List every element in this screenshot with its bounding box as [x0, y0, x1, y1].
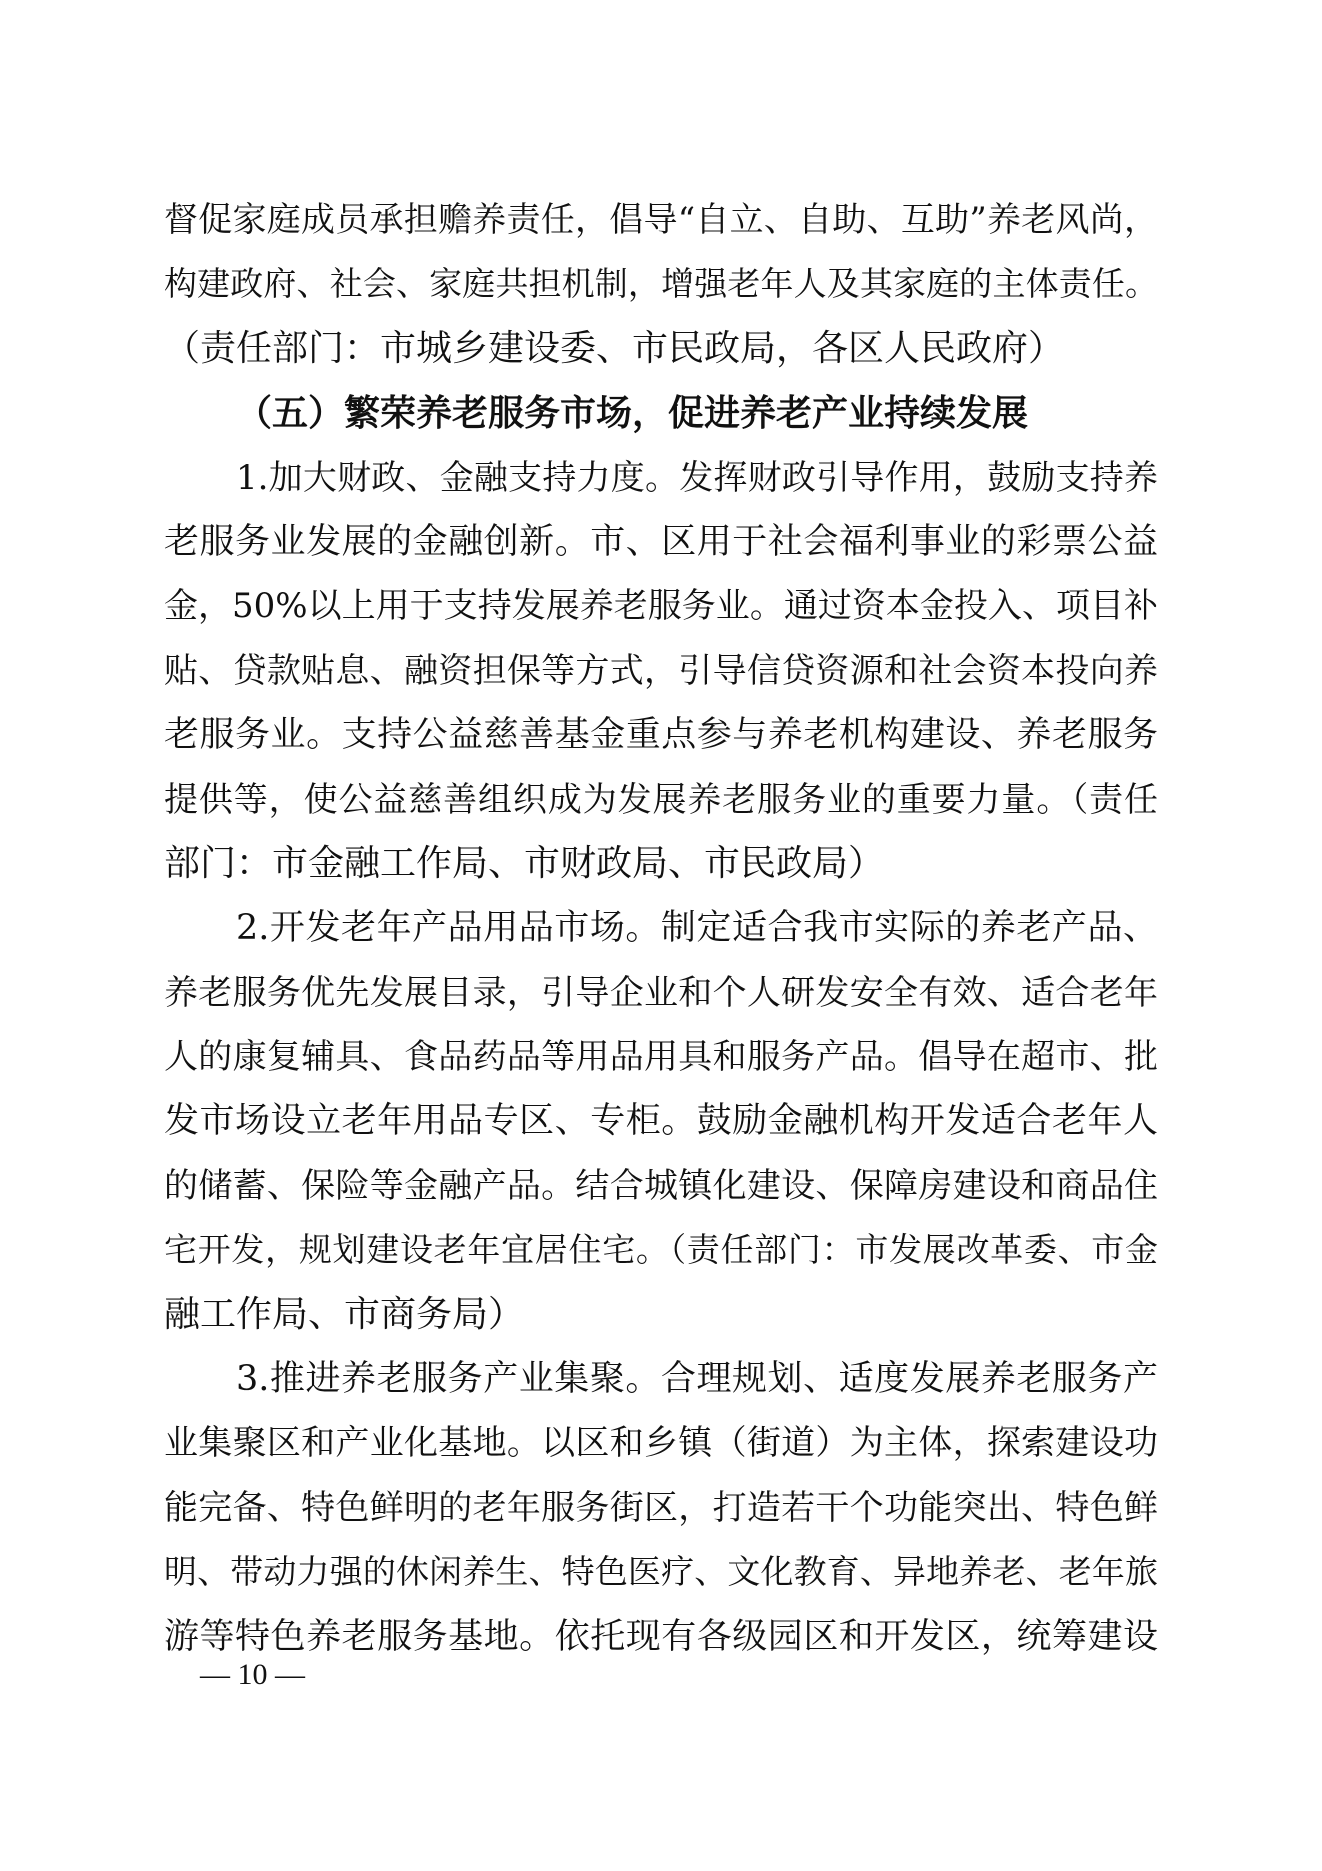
text-line: 提供等，使公益慈善组织成为发展养老服务业的重要力量。（责任: [164, 779, 1158, 820]
text-line: 1.加大财政、金融支持力度。发挥财政引导作用，鼓励支持养: [236, 457, 1158, 498]
text-line: 部门：市金融工作局、市财政局、市民政局）: [164, 842, 885, 884]
text-line: 老服务业发展的金融创新。市、区用于社会福利事业的彩票公益: [164, 521, 1158, 562]
text-line: 明、带动力强的休闲养生、特色医疗、文化教育、异地养老、老年旅: [164, 1552, 1158, 1592]
text-line: 游等特色养老服务基地。依托现有各级园区和开发区，统筹建设: [164, 1616, 1158, 1657]
text-line: 构建政府、社会、家庭共担机制，增强老年人及其家庭的主体责任。: [164, 264, 1158, 304]
text-line: 业集聚区和产业化基地。以区和乡镇（街道）为主体，探索建设功: [164, 1423, 1158, 1464]
page-number: — 10 —: [200, 1658, 305, 1691]
text-line: 人的康复辅具、食品药品等用品用具和服务产品。倡导在超市、批: [164, 1037, 1158, 1078]
text-line: 宅开发，规划建设老年宜居住宅。（责任部门：市发展改革委、市金: [164, 1230, 1158, 1270]
text-line: 的储蓄、保险等金融产品。结合城镇化建设、保障房建设和商品住: [164, 1165, 1158, 1206]
text-line: 融工作局、市商务局）: [164, 1293, 525, 1335]
text-line: 3.推进养老服务产业集聚。合理规划、适度发展养老服务产: [236, 1359, 1158, 1400]
section-heading: （五）繁荣养老服务市场，促进养老产业持续发展: [236, 392, 1029, 435]
text-line: 督促家庭成员承担赡养责任，倡导“自立、自助、互助”养老风尚，: [164, 200, 1158, 240]
text-line: 2.开发老年产品用品市场。制定适合我市实际的养老产品、: [236, 908, 1158, 949]
text-line: （责任部门：市城乡建设委、市民政局，各区人民政府）: [164, 327, 1065, 369]
text-line: 老服务业。支持公益慈善基金重点参与养老机构建设、养老服务: [164, 715, 1158, 756]
text-line: 能完备、特色鲜明的老年服务街区，打造若干个功能突出、特色鲜: [164, 1487, 1158, 1528]
text-line: 贴、贷款贴息、融资担保等方式，引导信贷资源和社会资本投向养: [164, 650, 1158, 691]
text-line: 发市场设立老年用品专区、专柜。鼓励金融机构开发适合老年人: [164, 1101, 1158, 1142]
body-text: [164, 188, 1158, 1669]
text-line: 养老服务优先发展目录，引导企业和个人研发安全有效、适合老年: [164, 972, 1158, 1013]
text-line: 金，50%以上用于支持发展养老服务业。通过资本金投入、项目补: [164, 586, 1158, 627]
